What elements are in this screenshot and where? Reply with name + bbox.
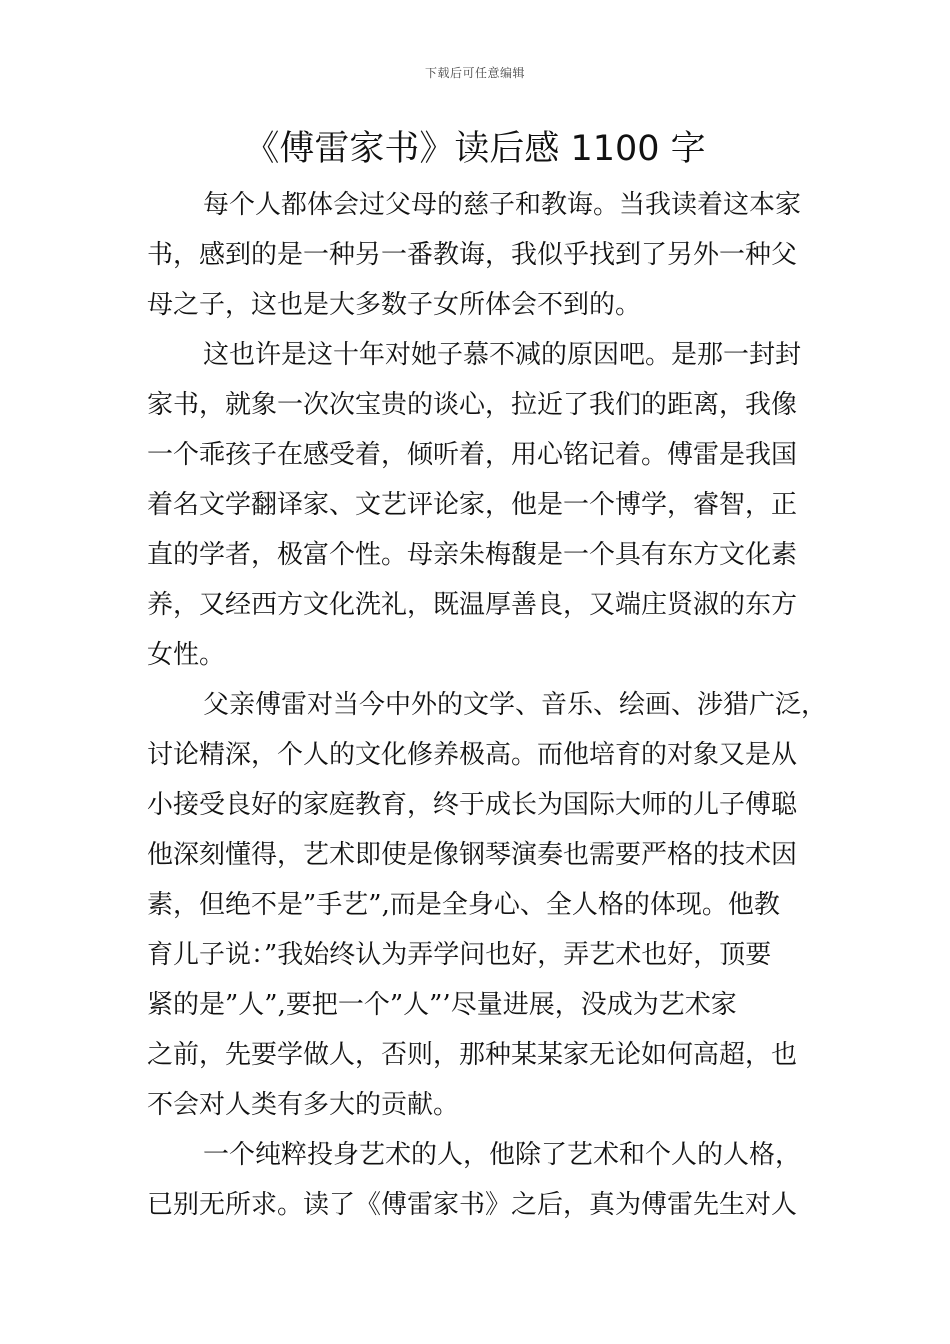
- text-line: 育儿子说：”我始终认为弄学问也好，弄艺术也好，顶要: [147, 940, 772, 970]
- text-line: 素，但绝不是”手艺”,而是全身心、全人格的体现。他教: [147, 890, 780, 920]
- text-line: 母之子，这也是大多数子女所体会不到的。: [147, 290, 642, 320]
- text-line: 紧的是”人”,要把一个”人”’尽量进展，没成为艺术家: [147, 990, 737, 1020]
- header-note: 下载后可任意编辑: [424, 66, 525, 80]
- text-line: 家书，就象一次次宝贵的谈心，拉近了我们的距离，我像: [147, 390, 798, 420]
- text-line: 不会对人类有多大的贡献。: [147, 1090, 460, 1120]
- text-line: 着名文学翻译家、文艺评论家，他是一个博学，睿智，正: [147, 490, 798, 520]
- paragraph: [147, 180, 827, 330]
- text-line: 他深刻懂得，艺术即使是像钢琴演奏也需要严格的技术因: [147, 840, 798, 870]
- text-line: 这也许是这十年对她子慕不减的原因吧。是那一封封: [203, 340, 802, 370]
- text-line: 一个纯粹投身艺术的人，他除了艺术和个人的人格，: [203, 1140, 802, 1170]
- text-line: 一个乖孩子在感受着，倾听着，用心铭记着。傅雷是我国: [147, 440, 798, 470]
- document-body: [147, 180, 827, 1230]
- text-line: 每个人都体会过父母的慈子和教诲。当我读着这本家: [203, 190, 802, 220]
- text-line: 书，感到的是一种另一番教诲，我似乎找到了另外一种父: [147, 240, 798, 270]
- text-line: 讨论精深，个人的文化修养极高。而他培育的对象又是从: [147, 740, 798, 770]
- document-title: 《傅雷家书》读后感 1100 字: [244, 129, 706, 169]
- text-line: 养，又经西方文化洗礼，既温厚善良，又端庄贤淑的东方: [147, 590, 798, 620]
- text-line: 直的学者，极富个性。母亲朱梅馥是一个具有东方文化素: [147, 540, 798, 570]
- paragraph: [147, 680, 827, 1130]
- text-line: 已别无所求。读了《傅雷家书》之后，真为傅雷先生对人: [147, 1190, 798, 1220]
- text-line: 之前，先要学做人，否则，那种某某家无论如何高超，也: [147, 1040, 798, 1070]
- paragraph: [147, 330, 827, 680]
- paragraph: [147, 1130, 827, 1230]
- text-line: 小接受良好的家庭教育，终于成长为国际大师的儿子傅聪: [147, 790, 798, 820]
- text-line: 父亲傅雷对当今中外的文学、音乐、绘画、涉猎广泛，: [203, 690, 828, 720]
- text-line: 女性。: [147, 640, 226, 670]
